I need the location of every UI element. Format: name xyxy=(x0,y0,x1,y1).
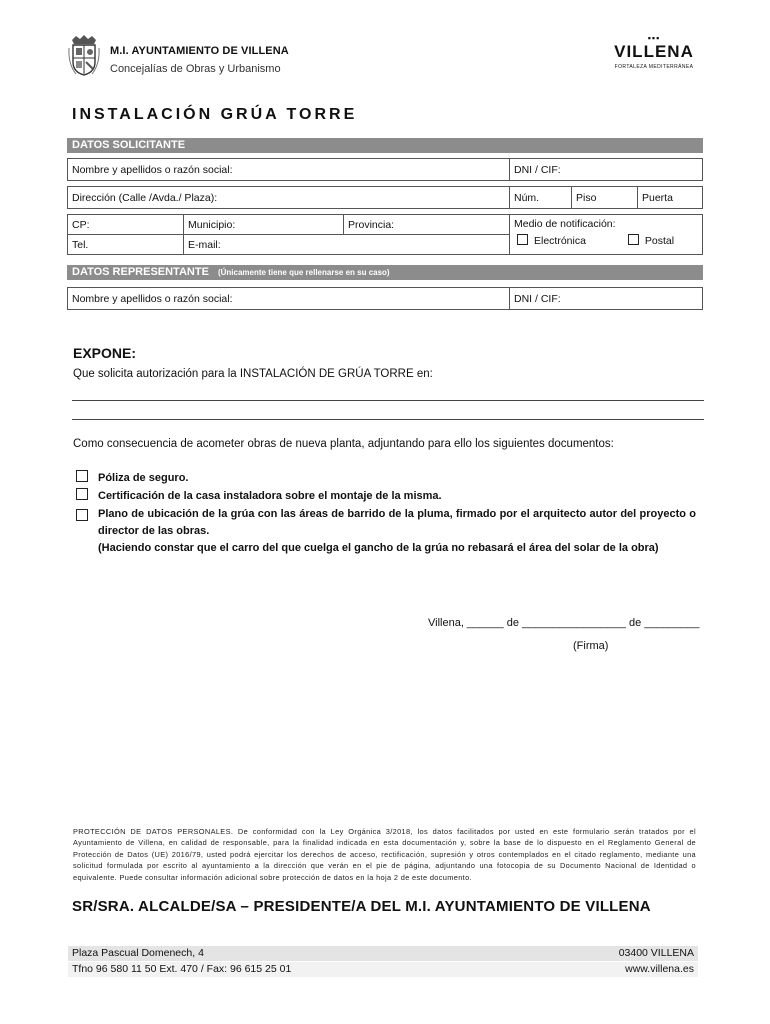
document-item-insurance[interactable] xyxy=(76,470,696,487)
coat-of-arms-icon xyxy=(68,34,100,76)
postal-checkbox[interactable] xyxy=(628,234,639,245)
notification-method-field xyxy=(509,215,702,254)
applicant-cp-label: CP: xyxy=(72,219,90,231)
date-line: Villena, ______ de _________________ de _________ xyxy=(428,617,700,629)
applicant-municipality-field[interactable] xyxy=(183,215,343,235)
applicant-address-field[interactable] xyxy=(68,187,509,208)
document-label: Póliza de seguro. xyxy=(98,472,189,484)
representative-name-label: Nombre y apellidos o razón social: xyxy=(72,293,233,305)
applicant-tel-field[interactable] xyxy=(68,235,183,254)
applicant-floor-label: Piso xyxy=(576,192,597,204)
location-line-1[interactable] xyxy=(72,400,704,401)
document-item-plan[interactable] xyxy=(76,506,696,557)
applicant-province-field[interactable] xyxy=(343,215,509,235)
document-checkbox[interactable] xyxy=(76,509,88,521)
representative-dni-field[interactable] xyxy=(509,288,702,309)
applicant-cp-field[interactable] xyxy=(68,215,183,235)
representative-name-row xyxy=(67,287,703,310)
applicant-floor-field[interactable] xyxy=(571,187,637,208)
expone-heading: EXPONE: xyxy=(73,345,137,361)
org-name: M.I. AYUNTAMIENTO DE VILLENA xyxy=(110,45,289,57)
applicant-address-label: Dirección (Calle /Avda./ Plaza): xyxy=(72,192,218,204)
applicant-door-label: Puerta xyxy=(642,192,673,204)
applicant-name-field[interactable] xyxy=(68,159,509,180)
applicant-name-label: Nombre y apellidos o razón social: xyxy=(72,164,233,176)
representative-name-field[interactable] xyxy=(68,288,509,309)
applicant-email-field[interactable] xyxy=(183,235,509,254)
consequence-text: Como consecuencia de acometer obras de nueva planta, adjuntando para ello los siguientes documentos: xyxy=(73,438,614,450)
notification-method-label: Medio de notificación: xyxy=(514,218,616,230)
logo-name: VILLENA xyxy=(614,42,694,61)
document-label: Plano de ubicación de la grúa con las áreas de barrido de la pluma, firmado por el arquitecto autor del proyecto o director de las obras. xyxy=(98,508,696,537)
footer-city: 03400 VILLENA xyxy=(618,947,694,959)
footer-phone: Tfno 96 580 11 50 Ext. 470 / Fax: 96 615 25 01 xyxy=(72,963,292,975)
applicant-municipality-label: Municipio: xyxy=(188,219,236,231)
document-note: (Haciendo constar que el carro del que cuelga el gancho de la grúa no rebasará el área del solar de la obra) xyxy=(98,542,659,554)
applicant-num-field[interactable] xyxy=(509,187,571,208)
request-text: Que solicita autorización para la INSTALACIÓN DE GRÚA TORRE en: xyxy=(73,368,433,380)
applicant-section-label: DATOS SOLICITANTE xyxy=(72,139,186,151)
applicant-num-label: Núm. xyxy=(514,192,540,204)
logo-tagline: FORTALEZA MEDITERRÁNEA xyxy=(614,64,694,70)
footer-row-1 xyxy=(68,946,698,961)
applicant-name-row xyxy=(67,158,703,181)
applicant-email-label: E-mail: xyxy=(188,239,221,251)
electronic-checkbox[interactable] xyxy=(517,234,528,245)
addressee: SR/SRA. ALCALDE/SA – PRESIDENTE/A DEL M.I. AYUNTAMIENTO DE VILLENA xyxy=(72,898,651,915)
applicant-address-row xyxy=(67,186,703,209)
document-label: Certificación de la casa instaladora sobre el montaje de la misma. xyxy=(98,490,442,502)
applicant-province-label: Provincia: xyxy=(348,219,395,231)
document-item-certification[interactable] xyxy=(76,488,696,505)
footer-address: Plaza Pascual Domenech, 4 xyxy=(72,947,204,959)
electronic-label: Electrónica xyxy=(534,235,586,247)
document-checkbox[interactable] xyxy=(76,470,88,482)
applicant-dni-field[interactable] xyxy=(509,159,702,180)
document-title: INSTALACIÓN GRÚA TORRE xyxy=(72,106,358,123)
privacy-notice: PROTECCIÓN DE DATOS PERSONALES. De conformidad con la Ley Orgánica 3/2018, los datos facilitados por usted en este formulario serán tratados por el Ayuntamiento de Villena, en calidad de responsable, para la finalidad indicada en esta documentación y, sobre la base de lo dispuesto en el Reglamento General de Protección de Datos (UE) 2016/79, usted podrá ejercitar los derechos de acceso, rectificación, supresión y otros contemplados en el citado reglamento, mediante una solicitud formulada por escrito al ayuntamiento a la dirección que verán en el pie de página, adjuntando una fotocopia de su Documento Nacional de Identidad o equivalente. Puede consultar información adicional sobre protección de datos en la hoja 2 de este documento. xyxy=(73,827,696,882)
applicant-section-header xyxy=(67,138,703,153)
department-name: Concejalías de Obras y Urbanismo xyxy=(110,63,281,75)
signature-label: (Firma) xyxy=(573,640,609,652)
location-line-2[interactable] xyxy=(72,419,704,420)
representative-dni-label: DNI / CIF: xyxy=(514,293,561,305)
document-checkbox[interactable] xyxy=(76,488,88,500)
representative-section-note: (Únicamente tiene que rellenarse en su caso) xyxy=(217,268,390,277)
applicant-location-block xyxy=(67,214,703,255)
postal-option[interactable] xyxy=(628,235,674,247)
electronic-option[interactable] xyxy=(517,234,625,248)
footer-web[interactable]: www.villena.es xyxy=(625,963,694,975)
villena-logo xyxy=(608,34,700,70)
applicant-door-field[interactable] xyxy=(637,187,702,208)
footer-row-2 xyxy=(68,962,698,977)
postal-label: Postal xyxy=(644,235,675,247)
logo-dots: ▪▪▪ xyxy=(647,33,661,43)
representative-section-header xyxy=(67,265,703,280)
applicant-dni-label: DNI / CIF: xyxy=(514,164,561,176)
representative-section-label: DATOS REPRESENTANTE xyxy=(72,266,209,278)
applicant-tel-label: Tel. xyxy=(72,239,89,251)
